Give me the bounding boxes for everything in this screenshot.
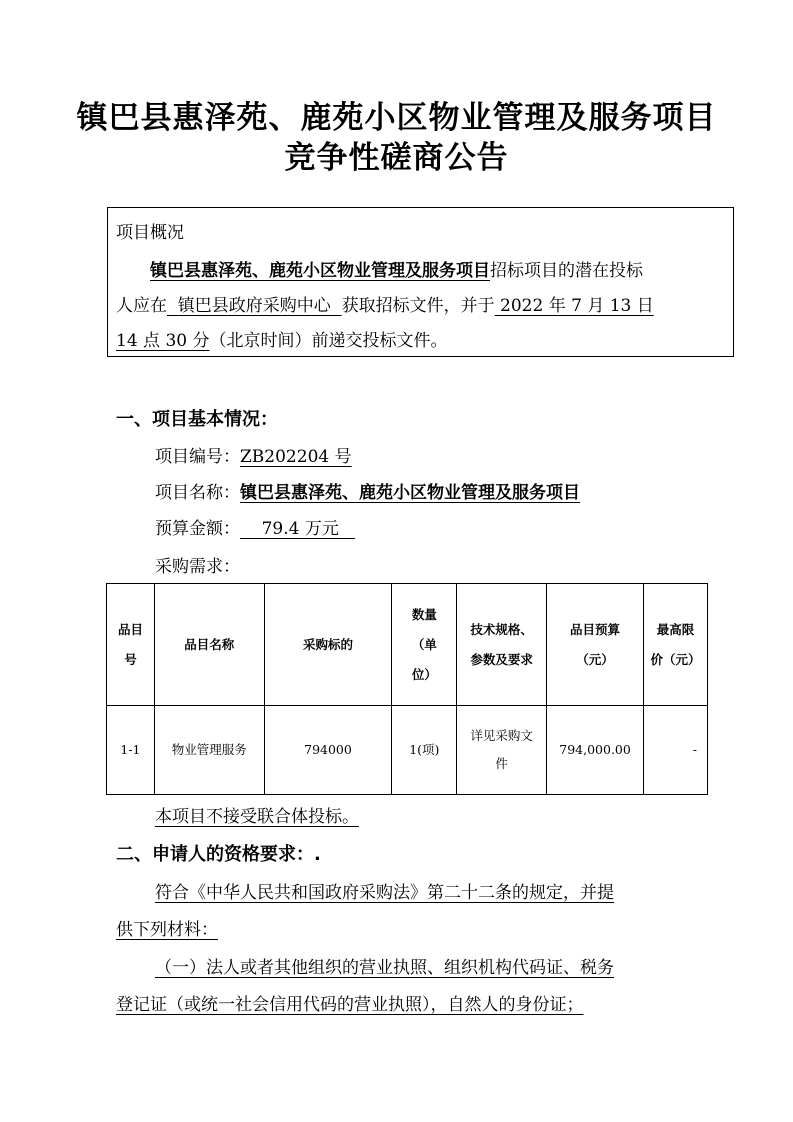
project-code-line: [155, 442, 352, 472]
overview-text1: 招标项目的潜在投标: [490, 261, 643, 281]
cell-item-no: 1-1: [107, 706, 155, 795]
header-spec: 技术规格、 参数及要求: [457, 584, 547, 706]
overview-deadline-date: 2022 年 7 月 13 日: [494, 296, 654, 316]
needs-label: 采购需求：: [155, 557, 240, 577]
document-title-line2: 竞争性磋商公告: [284, 140, 509, 176]
header-item-name: 品目名称: [154, 584, 264, 706]
consortium-note: 本项目不接受联合体投标。: [155, 807, 359, 827]
section1-heading: 一、项目基本情况：: [116, 409, 278, 430]
document-title-line1: 镇巴县惠泽苑、鹿苑小区物业管理及服务项目: [76, 100, 717, 136]
cell-spec: 详见采购文 件: [457, 706, 547, 795]
budget-value: 79.4 万元: [240, 519, 356, 539]
project-name-line: [155, 478, 580, 508]
cell-target: 794000: [264, 706, 392, 795]
table-header-row: [107, 584, 708, 706]
header-item-no: 品目 号: [107, 584, 155, 706]
overview-heading: 项目概况: [116, 223, 184, 243]
overview-line2: [116, 291, 654, 321]
cell-quantity: 1(项): [392, 706, 457, 795]
header-budget: 品目预算 （元）: [547, 584, 644, 706]
section2-heading: 二、申请人的资格要求：.: [116, 844, 321, 865]
header-max-price: 最高限 价（元）: [644, 584, 708, 706]
section2-para1-line1: 符合《中华人民共和国政府采购法》第二十二条的规定，并提: [155, 883, 614, 903]
overview-text3: 获取招标文件，并于: [341, 296, 495, 316]
project-name-value: 镇巴县惠泽苑、鹿苑小区物业管理及服务项目: [240, 483, 580, 503]
cell-item-name: 物业管理服务: [154, 706, 264, 795]
overview-project-name: 镇巴县惠泽苑、鹿苑小区物业管理及服务项目: [150, 261, 490, 281]
header-quantity: 数量 （单 位）: [392, 584, 457, 706]
table-row: [107, 706, 708, 795]
overview-text4: （北京时间）前递交投标文件。: [209, 331, 448, 351]
project-overview-box: [107, 207, 734, 357]
overview-line3: [116, 326, 447, 356]
cell-max-price: -: [644, 706, 708, 795]
overview-deadline-time: 14 点 30 分: [116, 331, 210, 351]
budget-line: [155, 514, 355, 544]
overview-text2: 人应在: [116, 296, 167, 316]
procurement-table: [106, 583, 708, 795]
project-name-label: 项目名称：: [155, 483, 240, 503]
header-target: 采购标的: [264, 584, 392, 706]
budget-label: 预算金额：: [155, 519, 240, 539]
section2-para2-line2: 登记证（或统一社会信用代码的营业执照），自然人的身份证；: [116, 995, 584, 1015]
section2-para2-line1: （一）法人或者其他组织的营业执照、组织机构代码证、税务: [155, 958, 614, 978]
project-code-label: 项目编号：: [155, 447, 240, 467]
section2-para1-line2: 供下列材料：: [116, 920, 218, 940]
overview-line1: [150, 256, 643, 286]
project-code-value: ZB202204 号: [240, 447, 352, 467]
overview-location: 镇巴县政府采购中心: [167, 296, 342, 316]
cell-budget: 794,000.00: [547, 706, 644, 795]
